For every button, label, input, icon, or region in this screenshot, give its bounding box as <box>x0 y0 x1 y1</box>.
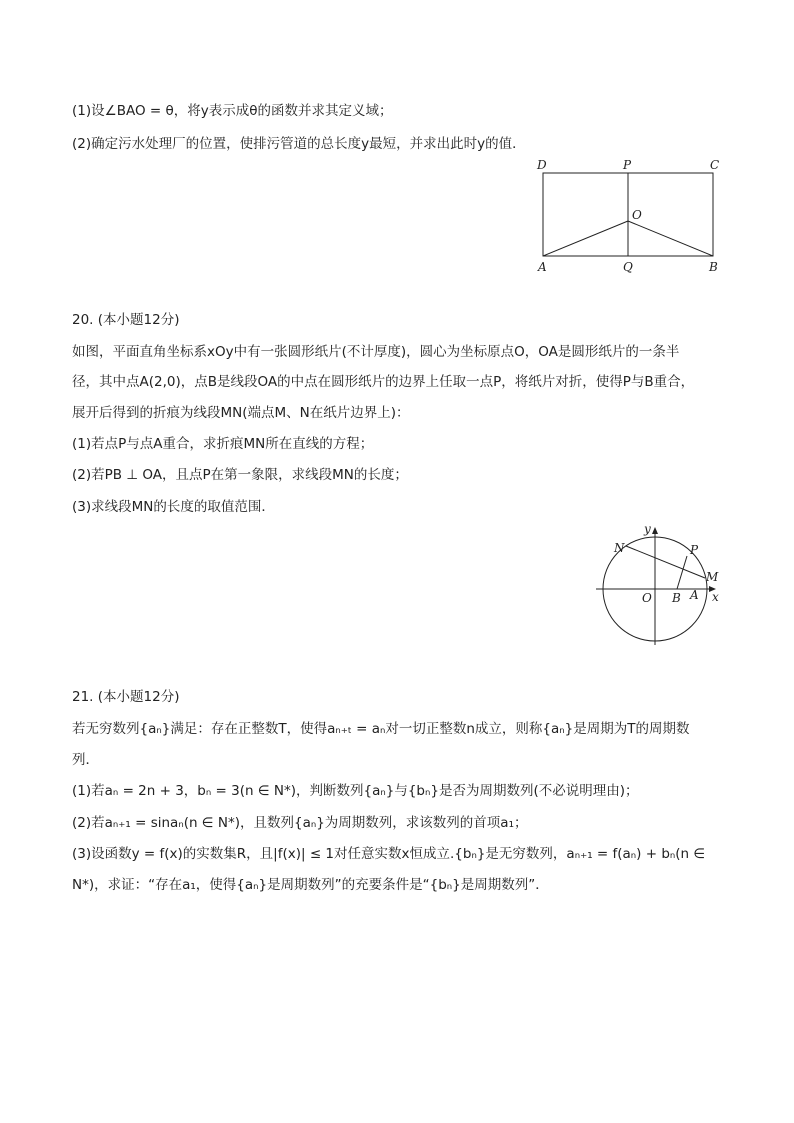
label-b: B <box>672 591 681 605</box>
q21-part3-line1: (3)设函数y = f(x)的实数集R，且|f(x)| ≤ 1对任意实数x恒成立.{bₙ}是无穷数列，aₙ₊₁ = f(aₙ) + bₙ(n ∈ <box>72 846 706 862</box>
q21-stem-line2: 列． <box>72 752 99 768</box>
label-d: D <box>537 158 547 172</box>
q21-part2: (2)若aₙ₊₁ = sinaₙ(n ∈ N*)，且数列{aₙ}为周期数列，求该数列的首项a₁； <box>72 815 528 831</box>
label-m: M <box>706 570 719 584</box>
q20-stem-line1: 如图，平面直角坐标系xOy中有一张圆形纸片(不计厚度)，圆心为坐标原点O，OA是圆形纸片的一条半 <box>72 344 680 360</box>
segment-pb <box>677 556 687 589</box>
label-q: Q <box>623 260 633 274</box>
label-o: O <box>642 591 652 605</box>
q21-heading: 21. (本小题12分) <box>72 689 180 705</box>
label-b: B <box>709 260 718 274</box>
q21-part3-line2: N*)，求证：“存在a₁，使得{aₙ}是周期数列”的充要条件是“{bₙ}是周期数列”． <box>72 877 549 893</box>
q20-part2: (2)若PB ⊥ OA，且点P在第一象限，求线段MN的长度； <box>72 467 408 483</box>
q20-heading: 20. (本小题12分) <box>72 312 180 328</box>
segment-bo <box>628 221 713 256</box>
label-c: C <box>710 158 720 172</box>
segment-ao <box>543 221 628 256</box>
q20-circle-figure <box>590 520 730 654</box>
q20-stem-line3: 展开后得到的折痕为线段MN(端点M、N在纸片边界上)： <box>72 405 410 421</box>
q21-stem-line1: 若无穷数列{aₙ}满足：存在正整数T，使得aₙ₊ₜ = aₙ对一切正整数n成立，则称{aₙ}是周期为T的周期数 <box>72 721 690 737</box>
label-y: y <box>644 522 651 536</box>
label-a: A <box>690 588 699 602</box>
label-x: x <box>712 590 719 604</box>
label-o: O <box>632 208 642 222</box>
q19-part2: (2)确定污水处理厂的位置，使排污管道的总长度y最短，并求出此时y的值． <box>72 136 526 152</box>
q19-part1: (1)设∠BAO = θ，将y表示成θ的函数并求其定义域； <box>72 103 393 119</box>
label-n: N <box>614 541 625 555</box>
q20-part3: (3)求线段MN的长度的取值范围． <box>72 499 275 515</box>
label-p: P <box>690 543 699 557</box>
q20-part1: (1)若点P与点A重合，求折痕MN所在直线的方程； <box>72 436 374 452</box>
q21-part1: (1)若aₙ = 2n + 3，bₙ = 3(n ∈ N*)，判断数列{aₙ}与{bₙ}是否为周期数列(不必说明理由)； <box>72 783 639 799</box>
y-axis-arrow <box>652 527 658 534</box>
q19-rectangle-figure <box>530 155 730 284</box>
label-p: P <box>623 158 632 172</box>
q20-stem-line2: 径，其中点A(2,0)，点B是线段OA的中点在圆形纸片的边界上任取一点P，将纸片对折，使得P与B重合， <box>72 374 695 390</box>
label-a: A <box>538 260 547 274</box>
